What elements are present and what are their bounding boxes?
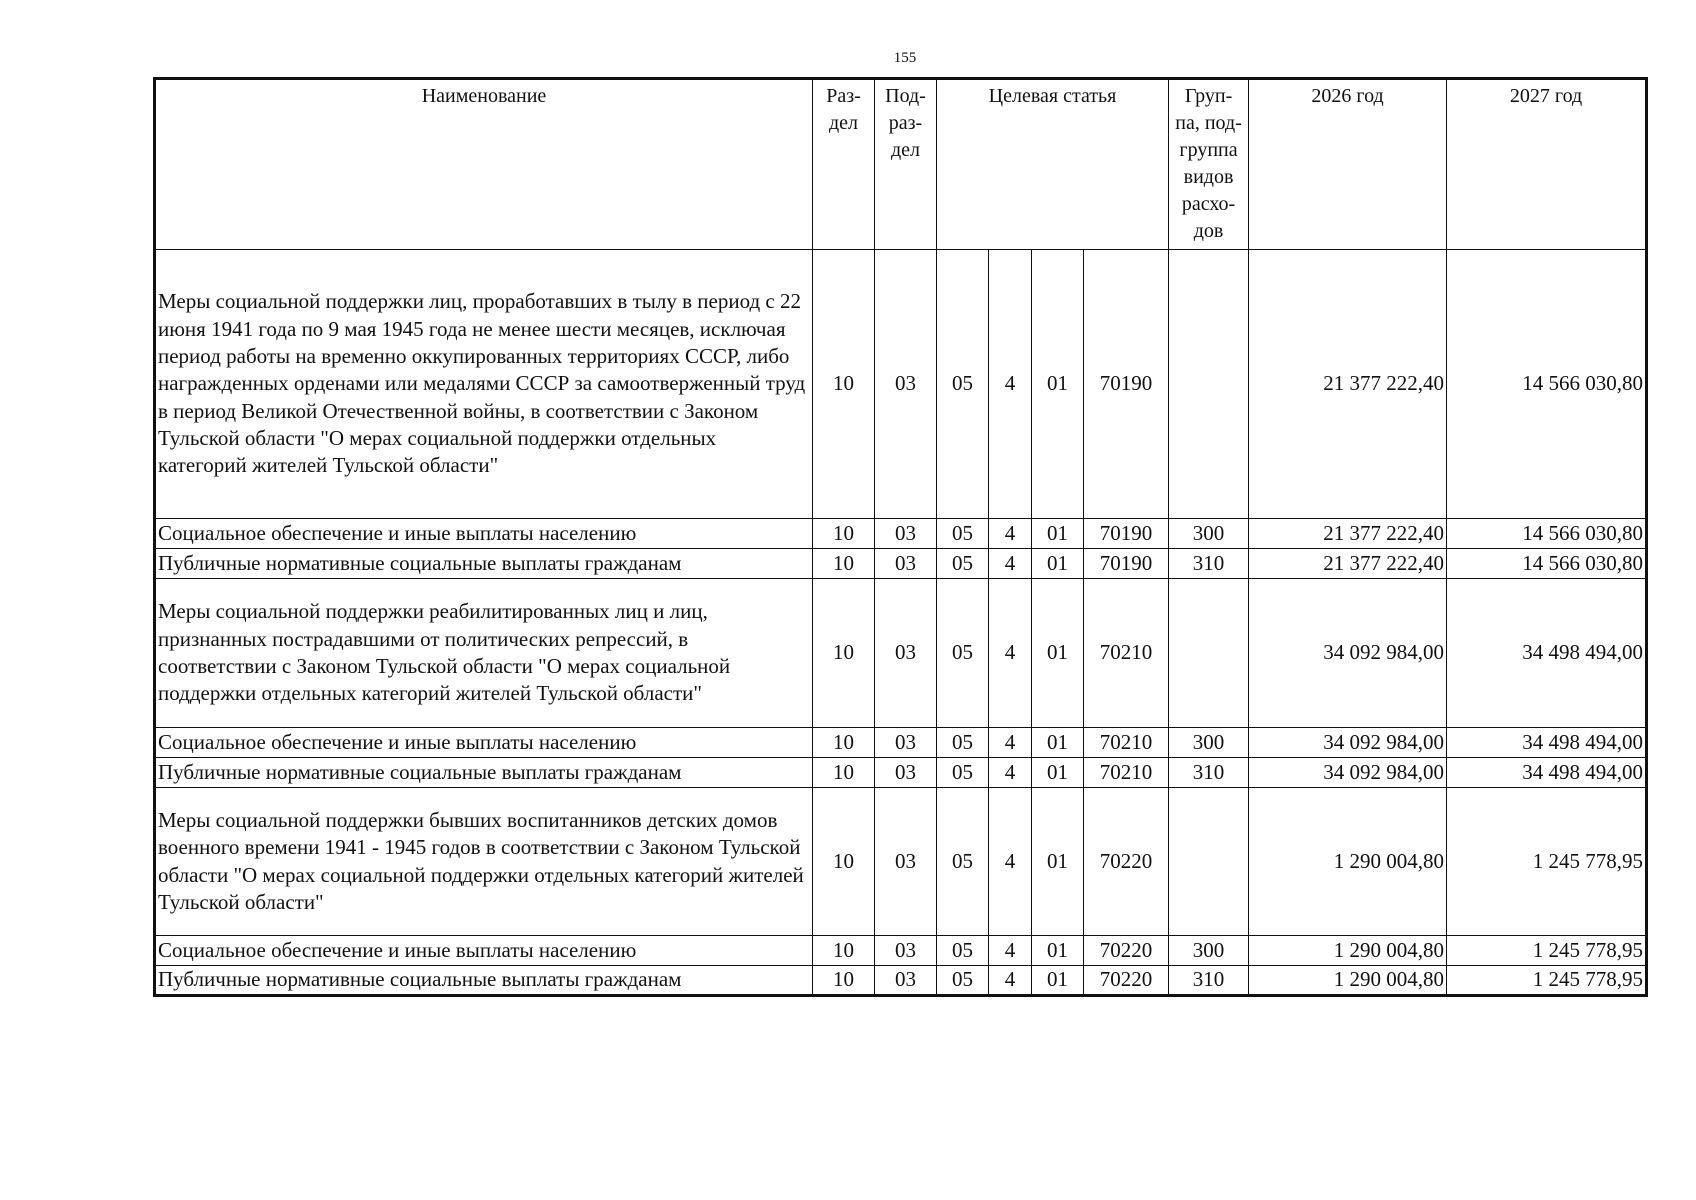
row-razdel: 10 [813, 728, 875, 758]
row-razdel: 10 [813, 579, 875, 728]
row-amount-2026: 21 377 222,40 [1249, 519, 1447, 549]
row-target-program: 05 [937, 549, 989, 579]
row-target-program: 05 [937, 579, 989, 728]
row-target-program: 05 [937, 519, 989, 549]
row-razdel: 10 [813, 549, 875, 579]
row-razdel: 10 [813, 519, 875, 549]
row-amount-2026: 21 377 222,40 [1249, 549, 1447, 579]
row-expense-group: 310 [1169, 549, 1249, 579]
row-target-direction: 70220 [1084, 936, 1169, 966]
row-target-direction: 70210 [1084, 758, 1169, 788]
row-amount-2027: 34 498 494,00 [1447, 758, 1647, 788]
row-amount-2027: 34 498 494,00 [1447, 728, 1647, 758]
row-amount-2027: 1 245 778,95 [1447, 936, 1647, 966]
row-target-type: 4 [989, 788, 1032, 936]
row-target-direction: 70190 [1084, 250, 1169, 519]
row-target-type: 4 [989, 936, 1032, 966]
row-podrazdel: 03 [875, 966, 937, 996]
row-podrazdel: 03 [875, 936, 937, 966]
table-row [155, 758, 1647, 788]
header-razdel: Раз- дел [813, 79, 875, 250]
row-expense-group: 300 [1169, 519, 1249, 549]
row-target-type: 4 [989, 250, 1032, 519]
table-row [155, 936, 1647, 966]
row-target-subprogram: 01 [1032, 549, 1084, 579]
row-target-program: 05 [937, 788, 989, 936]
row-name: Публичные нормативные социальные выплаты гражданам [155, 549, 813, 579]
row-expense-group [1169, 579, 1249, 728]
row-razdel: 10 [813, 788, 875, 936]
table-row [155, 519, 1647, 549]
row-target-direction: 70190 [1084, 549, 1169, 579]
table-row [155, 788, 1647, 936]
row-target-program: 05 [937, 966, 989, 996]
row-podrazdel: 03 [875, 250, 937, 519]
row-name: Меры социальной поддержки бывших воспитанников детских домов военного времени 1941 - 1945 годов в соответствии с Законом Тульской области "О мерах социальной поддержки отдельных категорий жителей Тульской области" [155, 788, 813, 936]
row-amount-2027: 1 245 778,95 [1447, 966, 1647, 996]
row-expense-group: 310 [1169, 966, 1249, 996]
row-target-program: 05 [937, 250, 989, 519]
row-expense-group [1169, 250, 1249, 519]
row-podrazdel: 03 [875, 549, 937, 579]
row-target-type: 4 [989, 549, 1032, 579]
row-target-type: 4 [989, 519, 1032, 549]
row-name: Социальное обеспечение и иные выплаты населению [155, 936, 813, 966]
row-target-program: 05 [937, 728, 989, 758]
row-amount-2027: 1 245 778,95 [1447, 788, 1647, 936]
row-razdel: 10 [813, 936, 875, 966]
row-name: Меры социальной поддержки реабилитированных лиц и лиц, признанных пострадавшими от политических репрессий, в соответствии с Законом Тульской области "О мерах социальной поддержки отдельных категорий жителей Тульской области" [155, 579, 813, 728]
row-target-direction: 70220 [1084, 788, 1169, 936]
row-name: Меры социальной поддержки лиц, проработавших в тылу в период с 22 июня 1941 года по 9 мая 1945 года не менее шести месяцев, исключая период работы на временно оккупированных территориях СССР, либо награжденных орденами или медалями СССР за самоотверженный труд в период Великой Отечественной войны, в соответствии с Законом Тульской области "О мерах социальной поддержки отдельных категорий жителей Тульской области" [155, 250, 813, 519]
table-row [155, 966, 1647, 996]
row-podrazdel: 03 [875, 758, 937, 788]
row-target-subprogram: 01 [1032, 250, 1084, 519]
row-amount-2026: 21 377 222,40 [1249, 250, 1447, 519]
row-amount-2027: 34 498 494,00 [1447, 579, 1647, 728]
budget-table [153, 77, 1648, 997]
row-name: Публичные нормативные социальные выплаты гражданам [155, 966, 813, 996]
row-target-subprogram: 01 [1032, 758, 1084, 788]
row-razdel: 10 [813, 250, 875, 519]
table-row [155, 579, 1647, 728]
row-name: Публичные нормативные социальные выплаты гражданам [155, 758, 813, 788]
row-amount-2027: 14 566 030,80 [1447, 519, 1647, 549]
row-target-subprogram: 01 [1032, 579, 1084, 728]
header-expense-group: Груп- па, под- группа видов расхо- дов [1169, 79, 1249, 250]
row-target-type: 4 [989, 728, 1032, 758]
row-amount-2027: 14 566 030,80 [1447, 549, 1647, 579]
header-target-article: Целевая статья [937, 79, 1169, 250]
row-name: Социальное обеспечение и иные выплаты населению [155, 728, 813, 758]
row-target-program: 05 [937, 936, 989, 966]
row-target-direction: 70210 [1084, 728, 1169, 758]
row-target-subprogram: 01 [1032, 788, 1084, 936]
row-expense-group: 310 [1169, 758, 1249, 788]
row-razdel: 10 [813, 966, 875, 996]
row-target-program: 05 [937, 758, 989, 788]
row-target-subprogram: 01 [1032, 936, 1084, 966]
row-target-type: 4 [989, 966, 1032, 996]
row-target-subprogram: 01 [1032, 966, 1084, 996]
row-target-type: 4 [989, 579, 1032, 728]
table-row [155, 250, 1647, 519]
row-target-direction: 70210 [1084, 579, 1169, 728]
table-row [155, 549, 1647, 579]
row-amount-2026: 1 290 004,80 [1249, 966, 1447, 996]
row-amount-2026: 34 092 984,00 [1249, 728, 1447, 758]
row-podrazdel: 03 [875, 728, 937, 758]
row-name: Социальное обеспечение и иные выплаты населению [155, 519, 813, 549]
row-target-direction: 70220 [1084, 966, 1169, 996]
row-target-direction: 70190 [1084, 519, 1169, 549]
row-podrazdel: 03 [875, 788, 937, 936]
row-amount-2026: 1 290 004,80 [1249, 936, 1447, 966]
row-amount-2026: 34 092 984,00 [1249, 758, 1447, 788]
row-podrazdel: 03 [875, 579, 937, 728]
row-target-type: 4 [989, 758, 1032, 788]
row-amount-2027: 14 566 030,80 [1447, 250, 1647, 519]
header-2026: 2026 год [1249, 79, 1447, 250]
header-podrazdel: Под- раз- дел [875, 79, 937, 250]
header-2027: 2027 год [1447, 79, 1647, 250]
row-podrazdel: 03 [875, 519, 937, 549]
table-row [155, 728, 1647, 758]
row-expense-group: 300 [1169, 728, 1249, 758]
row-amount-2026: 34 092 984,00 [1249, 579, 1447, 728]
row-target-subprogram: 01 [1032, 728, 1084, 758]
row-amount-2026: 1 290 004,80 [1249, 788, 1447, 936]
row-razdel: 10 [813, 758, 875, 788]
table-header-row [155, 79, 1647, 250]
page-number: 155 [893, 50, 917, 66]
row-target-subprogram: 01 [1032, 519, 1084, 549]
header-name: Наименование [155, 79, 813, 250]
row-expense-group [1169, 788, 1249, 936]
row-expense-group: 300 [1169, 936, 1249, 966]
